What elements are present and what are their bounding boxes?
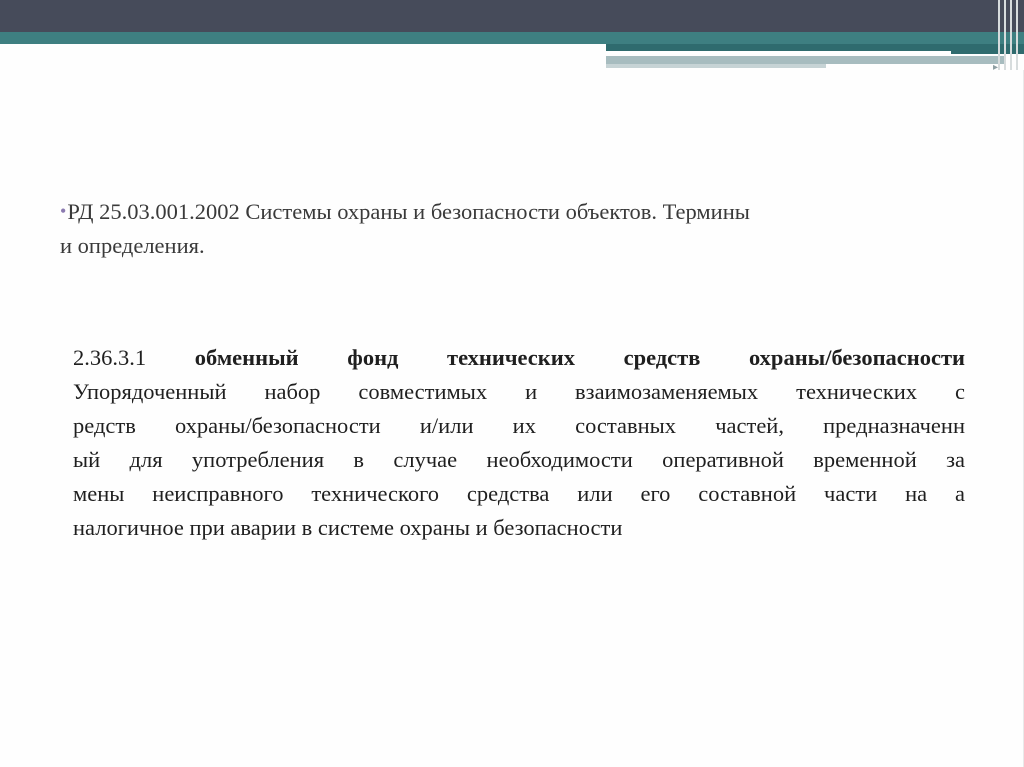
definition-line: мены неисправного технического средства или его составной части на а	[73, 481, 965, 506]
definition-line: Упорядоченный набор совместимых и взаимозаменяемых технических с	[73, 379, 965, 404]
header-stripes	[996, 0, 1024, 70]
reference-title-line1: РД 25.03.001.2002 Системы охраны и безопасности объектов. Термины	[67, 199, 750, 224]
header-bar-grey	[606, 56, 1006, 64]
definition-line: ый для употребления в случае необходимости оперативной временной за	[73, 447, 965, 472]
bullet-dot-icon: •	[60, 201, 67, 221]
header-bar-grey-short	[606, 64, 826, 68]
triangle-right-icon: ▸	[993, 62, 999, 73]
header-bar-dark	[0, 0, 1024, 32]
reference-bullet	[60, 194, 960, 263]
definition-number: 2.36.3.1	[73, 345, 147, 370]
definition-heading	[73, 341, 965, 375]
header-bar-white-line	[606, 51, 951, 54]
definition-line: налогичное при аварии в системе охраны и безопасности	[73, 515, 623, 540]
reference-title-line2: и определения.	[60, 233, 205, 258]
definition-block	[73, 341, 965, 545]
definition-term: обменный фонд технических средств охраны/безопасности	[194, 345, 965, 370]
header-bar-teal	[0, 32, 1024, 44]
definition-line: редств охраны/безопасности и/или их составных частей, предназначенн	[73, 413, 965, 438]
